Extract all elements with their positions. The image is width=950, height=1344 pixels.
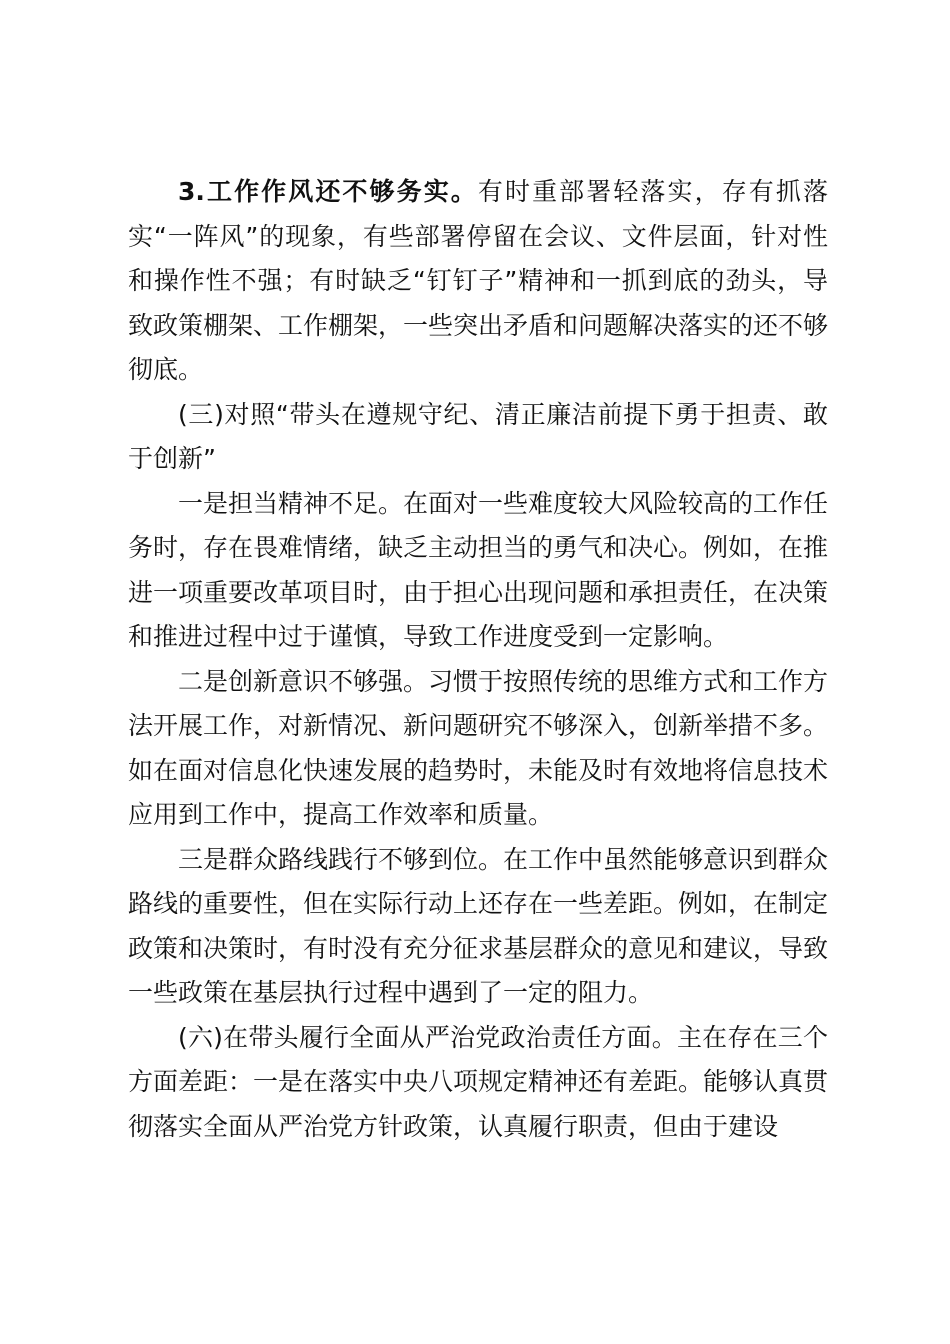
section-heading-three: (三)对照“带头在遵规守纪、清正廉洁前提下勇于担责、敢于创新” xyxy=(128,399,828,473)
paragraph-responsibility: 一是担当精神不足。在面对一些难度较大风险较高的工作任务时，存在畏难情绪，缺乏主动担当的勇气和决心。例如，在推进一项重要改革项目时，由于担心出现问题和承担责任，在决策和推进过程中过于谨慎，导致工作进度受到一定影响。 xyxy=(128,488,829,651)
paragraph-section-six: (六)在带头履行全面从严治党政治责任方面。主在存在三个方面差距：一是在落实中央八项规定精神还有差距。能够认真贯彻落实全面从严治党方针政策，认真履行职责，但由于建设 xyxy=(128,1022,829,1141)
paragraph-innovation: 二是创新意识不够强。习惯于按照传统的思维方式和工作方法开展工作，对新情况、新问题研究不够深入，创新举措不多。如在面对信息化快速发展的趋势时，未能及时有效地将信息技术应用到工作中，提高工作效率和质量。 xyxy=(128,666,829,829)
document-body xyxy=(128,170,828,1149)
paragraph-text: 有时重部署轻落实，存有抓落实“一阵风”的现象，有些部署停留在会议、文件层面，针对性和操作性不强；有时缺乏“钉钉子”精神和一抓到底的劲头，导致政策棚架、工作棚架，一些突出矛盾和问题解决落实的还不够彻底。 xyxy=(128,177,829,384)
paragraph-heading: 3.工作作风还不够务实。 xyxy=(178,177,478,206)
paragraph-mass-line: 三是群众路线践行不够到位。在工作中虽然能够意识到群众路线的重要性，但在实际行动上还存在一些差距。例如，在制定政策和决策时，有时没有充分征求基层群众的意见和建议，导致一些政策在基层执行过程中遇到了一定的阻力。 xyxy=(128,844,829,1007)
paragraph-work-style xyxy=(128,170,828,393)
